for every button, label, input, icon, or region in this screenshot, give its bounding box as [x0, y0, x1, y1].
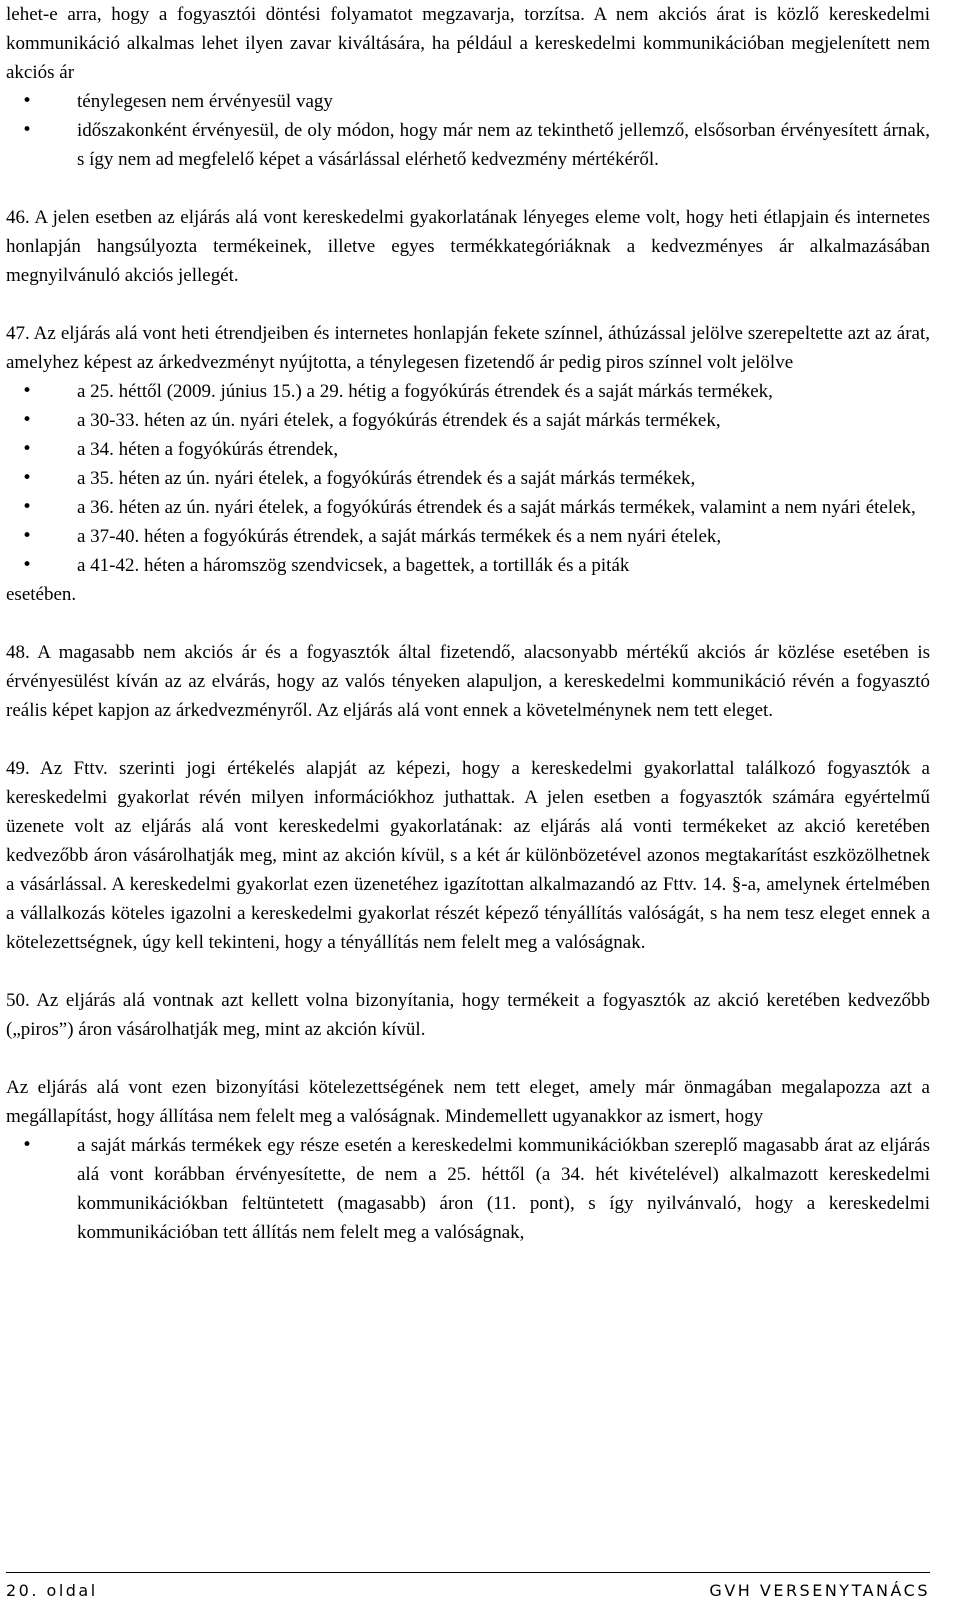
paragraph-spacer — [6, 957, 930, 986]
bullet-item: • a 41-42. héten a háromszög szendvicsek, a bagettek, a tortillák és a piták — [77, 551, 930, 580]
paragraph-spacer — [6, 174, 930, 203]
paragraph-spacer — [6, 725, 930, 754]
paragraph: Az eljárás alá vont ezen bizonyítási kötelezettségének nem tett eleget, amely már önmagában megalapozza azt a megállapítást, hogy állítása nem felelt meg a valóságnak. Mindemellett ugyanakkor az ismert, hogy — [6, 1077, 930, 1127]
bullet-item: • a 25. héttől (2009. június 15.) a 29. hétig a fogyókúrás étrendek és a saját márkás termékek, — [77, 377, 930, 406]
bullet-item: • a 30-33. héten az ún. nyári ételek, a fogyókúrás étrendek és a saját márkás termékek, — [77, 406, 930, 435]
bullet-list — [6, 87, 930, 174]
bullet-list — [6, 1131, 930, 1247]
page-number: 20. oldal — [6, 1581, 98, 1600]
paragraph-spacer — [6, 1044, 930, 1073]
paragraph: 48. A magasabb nem akciós ár és a fogyasztók által fizetendő, alacsonyabb mértékű akciós ár közlése esetében is érvényesülést kíván az az elvárás, hogy az valós tényeken alapuljon, a kereskedelmi kommunikáció révén a fogyasztó reális képet kapjon az árkedvezményről. Az eljárás alá vont ennek a követelménynek nem tett eleget. — [6, 642, 930, 721]
bullet-item: • a 37-40. héten a fogyókúrás étrendek, a saját márkás termékek és a nem nyári ételek, — [77, 522, 930, 551]
paragraph-spacer — [6, 609, 930, 638]
bullet-item: • ténylegesen nem érvényesül vagy — [77, 87, 930, 116]
footer-organization: GVH VERSENYTANÁCS — [709, 1581, 930, 1600]
footer-divider — [6, 1572, 930, 1573]
page-footer — [6, 1576, 930, 1606]
bullet-item: • a 35. héten az ún. nyári ételek, a fogyókúrás étrendek és a saját márkás termékek, — [77, 464, 930, 493]
bullet-item: • a saját márkás termékek egy része esetén a kereskedelmi kommunikációkban szereplő magasabb árat az eljárás alá vont korábban érvényesítette, de nem a 25. héttől (a 34. hét kivételével) alkalmazott kereskedelmi kommunikációkban feltüntetett (magasabb) áron (11. pont), s így nyilvánvaló, hogy a kereskedelmi kommunikációban tett állítás nem felelt meg a valóságnak, — [77, 1131, 930, 1247]
paragraph-spacer — [6, 290, 930, 319]
paragraph: lehet-e arra, hogy a fogyasztói döntési folyamatot megzavarja, torzítsa. A nem akciós árat is közlő kereskedelmi kommunikáció alkalmas lehet ilyen zavar kiváltására, ha például a kereskedelmi kommunikációban megjelenített nem akciós ár — [6, 4, 930, 83]
paragraph: 50. Az eljárás alá vontnak azt kellett volna bizonyítania, hogy termékeit a fogyasztók az akció keretében kedvezőbb („piros”) áron vásárolhatják meg, mint az akción kívül. — [6, 990, 930, 1040]
paragraph: 46. A jelen esetben az eljárás alá vont kereskedelmi gyakorlatának lényeges eleme volt, hogy heti étlapjain és internetes honlapján hangsúlyozta termékeinek, illetve egyes termékkategóriáknak a kedvezményes ár alkalmazásában megnyilvánuló akciós jellegét. — [6, 207, 930, 286]
paragraph: 49. Az Fttv. szerinti jogi értékelés alapját az képezi, hogy a kereskedelmi gyakorlattal találkozó fogyasztók a kereskedelmi gyakorlat révén milyen információkhoz juthattak. A jelen esetben a fogyasztók számára egyértelmű üzenete volt az eljárás alá vont kereskedelmi gyakorlatának: az eljárás alá vonti termékeket az akció keretében kedvezőbb áron vásárolhatják meg, mint az akción kívül, s a két ár különbözetével azonos megtakarítást eszközölhetnek a vásárlással. A kereskedelmi gyakorlat ezen üzenetéhez igazítottan alkalmazandó az Fttv. 14. §-a, amelynek értelmében a vállalkozás köteles igazolni a kereskedelmi gyakorlat részét képező tényállítás valóságát, s ha nem tesz eleget ennek a kötelezettségnek, úgy kell tekinteni, hogy a tényállítás nem felelt meg a valóságnak. — [6, 758, 930, 953]
bullet-item: • időszakonként érvényesül, de oly módon, hogy már nem az tekinthető jellemző, elsősorban érvényesített árnak, s így nem ad megfelelő képet a vásárlással elérhető kedvezmény mértékéről. — [77, 116, 930, 174]
paragraph: 47. Az eljárás alá vont heti étrendjeiben és internetes honlapján fekete színnel, áthúzással jelölve szerepeltette azt az árat, amelyhez képest az árkedvezményt nyújtotta, a ténylegesen fizetendő ár pedig piros színnel volt jelölve — [6, 323, 930, 373]
bullet-list — [6, 377, 930, 580]
bullet-item: • a 36. héten az ún. nyári ételek, a fogyókúrás étrendek és a saját márkás termékek, valamint a nem nyári ételek, — [77, 493, 930, 522]
document-body — [6, 0, 930, 1247]
bullet-item: • a 34. héten a fogyókúrás étrendek, — [77, 435, 930, 464]
paragraph: esetében. — [6, 584, 77, 605]
